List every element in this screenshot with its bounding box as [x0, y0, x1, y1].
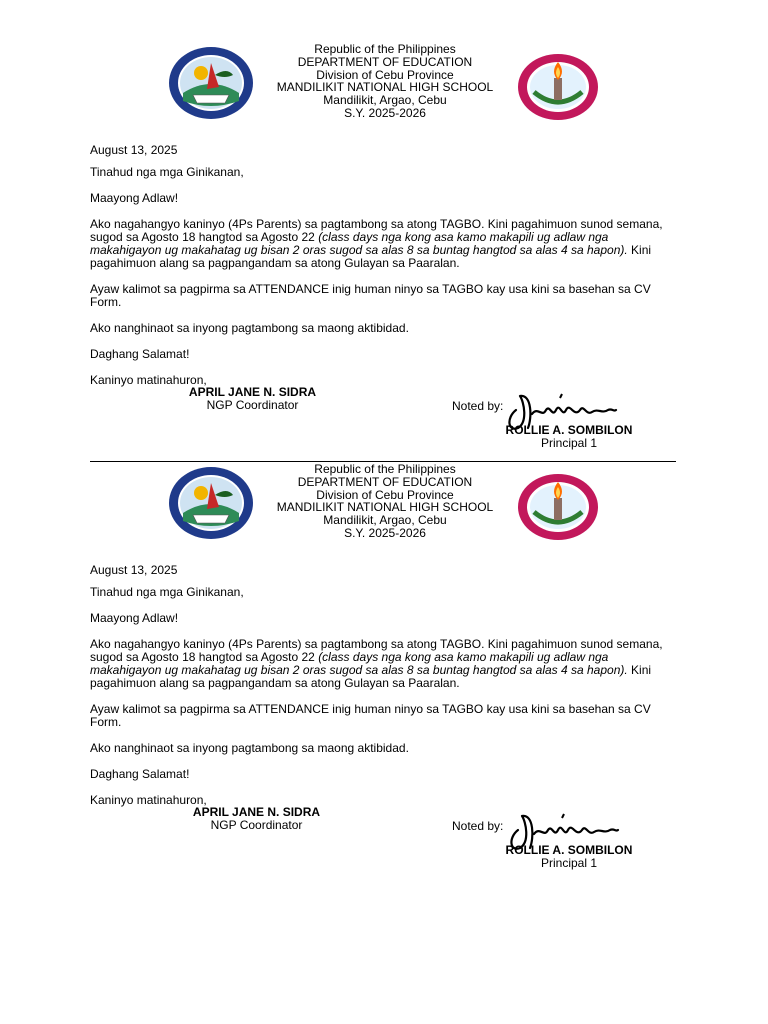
header-republic: Republic of the Philippines	[314, 42, 456, 56]
letter-copy-1	[0, 0, 768, 450]
greeting: Maayong Adlaw!	[90, 611, 179, 625]
sender-signature-block	[179, 806, 334, 832]
header-school-year: S.Y. 2025-2026	[344, 105, 426, 120]
principal-title: Principal 1	[540, 856, 598, 870]
header-address: Mandilikit, Argao, Cebu	[323, 93, 447, 108]
sender-name: APRIL JANE N. SIDRA	[192, 805, 321, 819]
noted-label: Noted by:	[452, 399, 504, 413]
salutation: Tinahud nga mga Ginikanan,	[90, 585, 244, 599]
paragraph-1: Ako nagahangyo kaninyo (4Ps Parents) sa pagtambong sa atong TAGBO. Kini pagahimuon sunod semana, sugod sa Agosto 18 hangtod sa Agosto 22 (class days nga kong asa kamo makapili ug adlaw nga makahigayon ug makahatag ug bisan 2 oras sugod sa alas 8 sa buntag hangtod sa alas 4 sa hapon). Kini pagahimuon alang sa pagpangandam sa atong Gulayan sa Paaralan.	[90, 637, 663, 690]
letterhead	[240, 463, 530, 540]
header-school: MANDILIKIT NATIONAL HIGH SCHOOL	[276, 80, 494, 95]
paragraph-2: Ayaw kalimot sa pagpirma sa ATTENDANCE inig human ninyo sa TAGBO kay usa kini sa basehan sa CV Form.	[90, 702, 651, 729]
sender-name: APRIL JANE N. SIDRA	[188, 385, 317, 399]
letter-date: August 13, 2025	[90, 563, 178, 577]
letter-body	[90, 586, 670, 820]
principal-title: Principal 1	[540, 436, 598, 450]
letterhead	[240, 43, 530, 120]
thanks: Daghang Salamat!	[90, 767, 190, 781]
letter-body	[90, 166, 670, 400]
header-division: Division of Cebu Province	[316, 67, 454, 82]
header-school: MANDILIKIT NATIONAL HIGH SCHOOL	[276, 500, 494, 515]
paragraph-1: Ako nagahangyo kaninyo (4Ps Parents) sa pagtambong sa atong TAGBO. Kini pagahimuon sunod semana, sugod sa Agosto 18 hangtod sa Agosto 22 (class days nga kong asa kamo makapili ug adlaw nga makahigayon ug makahatag ug bisan 2 oras sugod sa alas 8 sa buntag hangtod sa alas 4 sa hapon). Kini pagahimuon alang sa pagpangandam sa atong Gulayan sa Paaralan.	[90, 217, 663, 270]
sender-signature-block	[175, 386, 330, 412]
noted-label: Noted by:	[452, 819, 504, 833]
principal-signature-block	[494, 844, 644, 870]
principal-name: ROLLIE A. SOMBILON	[505, 843, 633, 857]
header-address: Mandilikit, Argao, Cebu	[323, 513, 447, 528]
paragraph-2: Ayaw kalimot sa pagpirma sa ATTENDANCE inig human ninyo sa TAGBO kay usa kini sa basehan sa CV Form.	[90, 282, 651, 309]
header-department: DEPARTMENT OF EDUCATION	[297, 474, 473, 489]
header-school-year: S.Y. 2025-2026	[344, 525, 426, 540]
closing: Kaninyo matinahuron,	[90, 793, 207, 807]
principal-name: ROLLIE A. SOMBILON	[505, 423, 633, 437]
sender-title: NGP Coordinator	[210, 818, 303, 832]
letter-date: August 13, 2025	[90, 143, 178, 157]
thanks: Daghang Salamat!	[90, 347, 190, 361]
salutation: Tinahud nga mga Ginikanan,	[90, 165, 244, 179]
sender-title: NGP Coordinator	[206, 398, 299, 412]
paragraph-3: Ako nanghinaot sa inyong pagtambong sa maong aktibidad.	[90, 741, 409, 755]
greeting: Maayong Adlaw!	[90, 191, 179, 205]
closing: Kaninyo matinahuron,	[90, 373, 207, 387]
header-republic: Republic of the Philippines	[314, 462, 456, 476]
header-division: Division of Cebu Province	[316, 487, 454, 502]
paragraph-3: Ako nanghinaot sa inyong pagtambong sa maong aktibidad.	[90, 321, 409, 335]
header-department: DEPARTMENT OF EDUCATION	[297, 54, 473, 69]
letter-copy-2	[0, 420, 768, 870]
